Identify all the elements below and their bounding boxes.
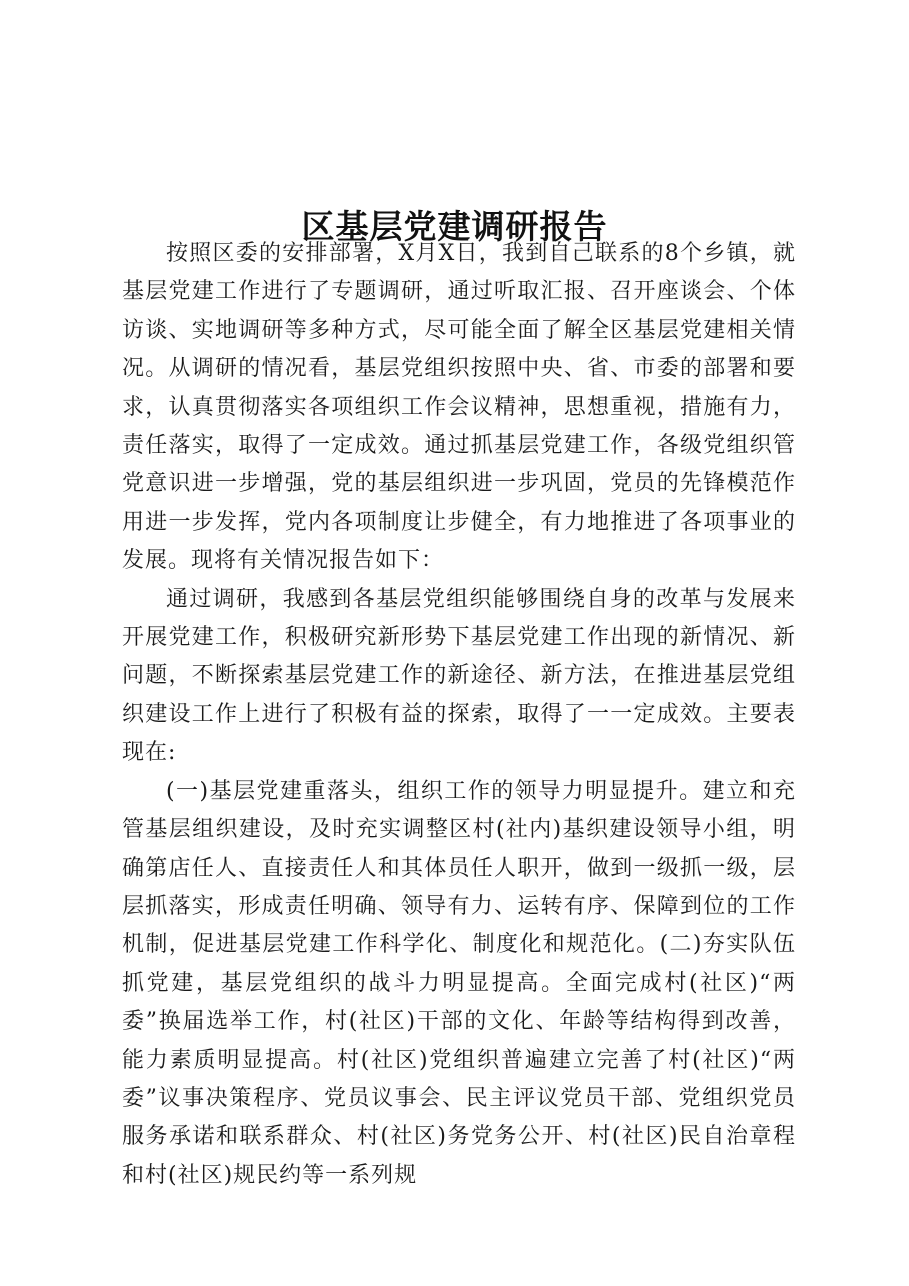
paragraph-section-one: (一)基层党建重落头，组织工作的领导力明显提升。建立和充管基层组织建设，及时充实调整区村(社内)基织建设领导小组，明确第店任人、直接责任人和其体员任人职开，做到一级抓一级，层层抓落实，形成责任明确、领导有力、运转有序、保障到位的工作机制，促进基层党建工作科学化、制度化和规范化。(二)夯实队伍抓党建，基层党组织的战斗力明显提高。全面完成村(社区)“两委”换届选举工作，村(社区)干部的文化、年龄等结构得到改善，能力素质明显提高。村(社区)党组织普遍建立完善了村(社区)“两委”议事决策程序、党员议事会、民主评议党员干部、党组织党员服务承诺和联系群众、村(社区)务党务公开、村(社区)民自治章程和村(社区)规民约等一系列规 xyxy=(122,778,796,1188)
document-body xyxy=(122,235,796,1195)
paragraph-intro: 按照区委的安排部署，X月X日，我到自己联系的8个乡镇，就基层党建工作进行了专题调研，通过听取汇报、召开座谈会、个体访谈、实地调研等多种方式，尽可能全面了解全区基层党建相关情况。从调研的情况看，基层党组织按照中央、省、市委的部署和要求，认真贯彻落实各项组织工作会议精神，思想重视，措施有力，责任落实，取得了一定成效。通过抓基层党建工作，各级党组织管党意识进一步增强，党的基层组织进一步巩固，党员的先锋模范作用进一步发挥，党内各项制度让步健全，有力地推进了各项事业的发展。现将有关情况报告如下： xyxy=(122,241,796,574)
paragraph-findings: 通过调研，我感到各基层党组织能够围绕自身的改革与发展来开展党建工作，积极研究新形势下基层党建工作出现的新情况、新问题，不断探索基层党建工作的新途径、新方法，在推进基层党组织建设工作上进行了积极有益的探索，取得了一一定成效。主要表现在: xyxy=(122,586,796,766)
document-title: 区基层党建调研报告 xyxy=(301,207,608,247)
